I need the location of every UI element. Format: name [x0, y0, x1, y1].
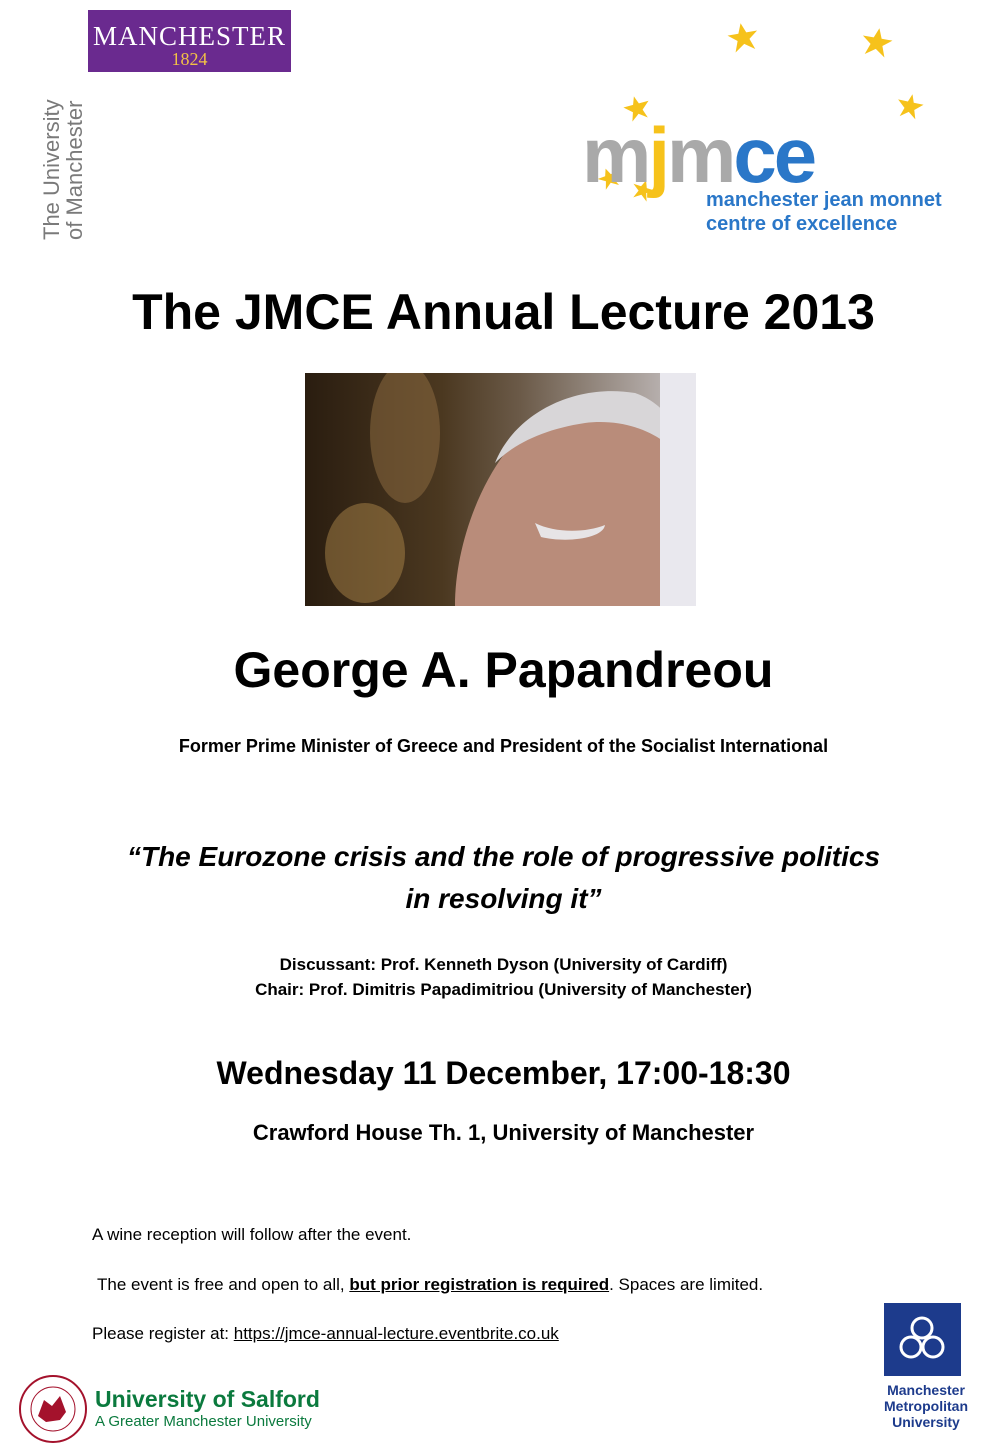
- mmu-line2: Metropolitan: [884, 1398, 968, 1414]
- mjmce-subtitle: [706, 188, 942, 236]
- free-suffix: . Spaces are limited.: [609, 1275, 764, 1294]
- speaker-photo: [305, 373, 696, 606]
- free-prefix: The event is free and open to all,: [97, 1275, 350, 1294]
- mmu-name: [866, 1382, 986, 1430]
- speaker-name: George A. Papandreou: [233, 642, 774, 698]
- event-venue: Crawford House Th. 1, University of Manchester: [252, 1120, 755, 1145]
- mjmce-logo: [580, 18, 1000, 243]
- uom-vertical-line2: of Manchester: [62, 100, 87, 240]
- discussant-line: Discussant: Prof. Kenneth Dyson (University of Cardiff): [279, 955, 728, 974]
- portrait-image: [305, 373, 696, 606]
- mmu-logo: [866, 1303, 986, 1433]
- mmu-emblem-icon: [884, 1303, 961, 1376]
- lecture-title-line1: “The Eurozone crisis and the role of progressive politics: [126, 841, 881, 872]
- event-datetime: Wednesday 11 December, 17:00-18:30: [216, 1055, 791, 1091]
- registration-note: [97, 1274, 763, 1296]
- mmu-line1: Manchester: [887, 1382, 965, 1398]
- uom-vertical-wordmark: [40, 70, 88, 240]
- register-prefix: Please register at:: [92, 1324, 234, 1343]
- register-line: [92, 1323, 559, 1345]
- registration-required: but prior registration is required: [349, 1275, 610, 1294]
- manchester-year: 1824: [171, 49, 208, 69]
- mjmce-sub2: centre of excellence: [706, 213, 898, 235]
- salford-crest-icon: [16, 1372, 91, 1447]
- register-link[interactable]: https://jmce-annual-lecture.eventbrite.co.uk: [233, 1324, 559, 1343]
- mmu-line3: University: [892, 1414, 960, 1430]
- manchester-wordmark: MANCHESTER: [92, 21, 286, 51]
- salford-tagline: A Greater Manchester University: [95, 1413, 312, 1430]
- page-title: The JMCE Annual Lecture 2013: [132, 284, 875, 340]
- manchester-logo: [88, 10, 291, 72]
- lecture-title: [0, 836, 1007, 920]
- mjmce-letters: mjmce: [582, 111, 815, 199]
- uom-vertical-line1: The University: [39, 99, 64, 240]
- chair-line: Chair: Prof. Dimitris Papadimitriou (University of Manchester): [255, 980, 752, 999]
- salford-name: University of Salford: [95, 1386, 320, 1412]
- lecture-title-line2: in resolving it”: [405, 883, 602, 914]
- reception-note: A wine reception will follow after the event.: [92, 1225, 412, 1244]
- panel-info: [0, 952, 1007, 1002]
- salford-logo: [16, 1372, 346, 1447]
- speaker-position: Former Prime Minister of Greece and President of the Socialist International: [178, 736, 829, 756]
- mjmce-sub1: manchester jean monnet: [706, 189, 942, 211]
